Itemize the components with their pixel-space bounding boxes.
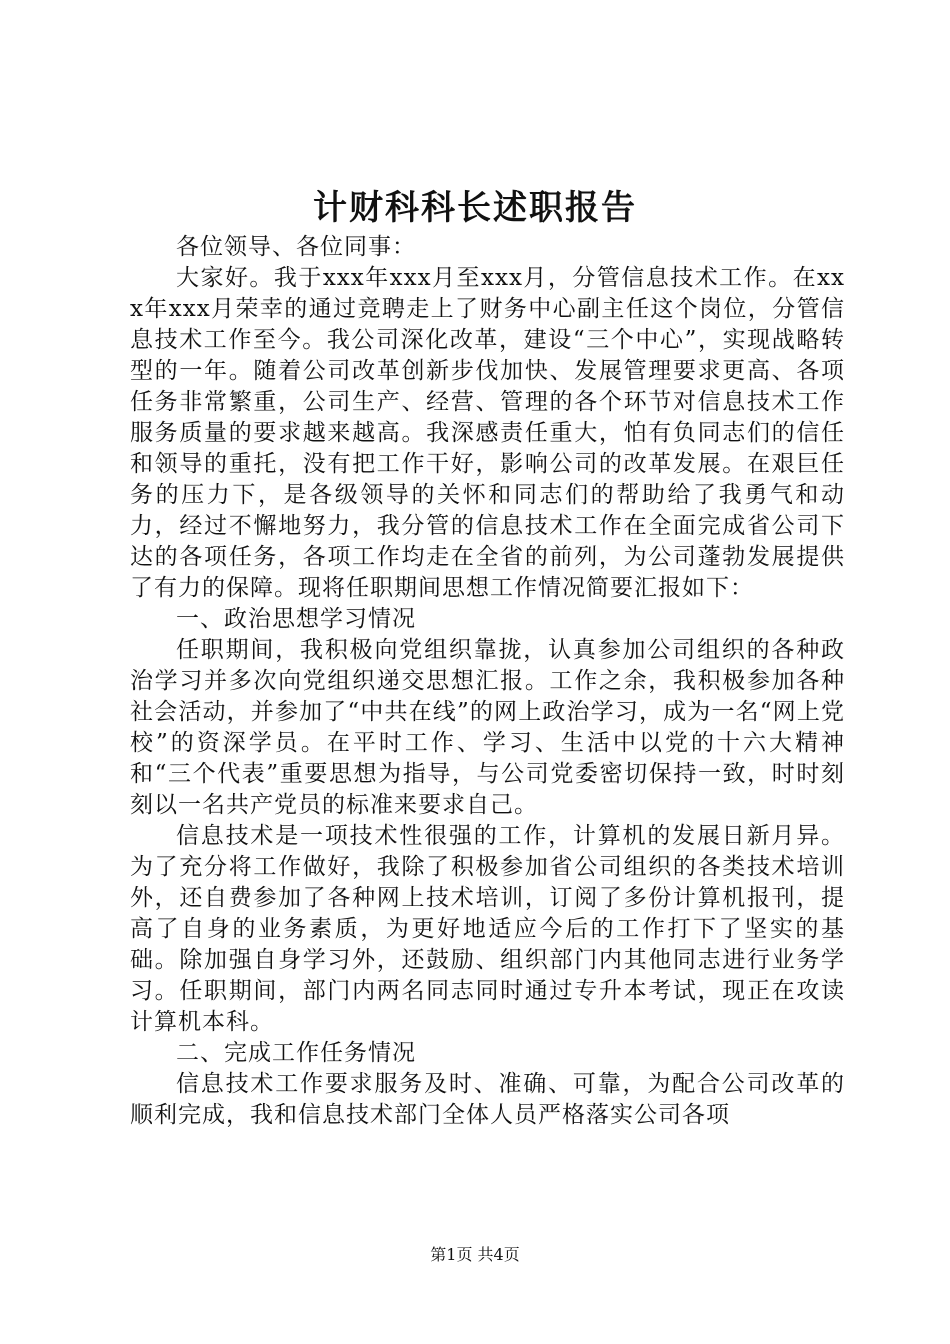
document-body xyxy=(130,232,845,1131)
page-footer: 第1页 共4页 xyxy=(430,1245,520,1264)
section-heading-2: 二、完成工作任务情况 xyxy=(176,1040,416,1066)
document-title: 计财科科长述职报告 xyxy=(313,188,637,228)
section1-paragraph: 任职期间，我积极向党组织靠拢，认真参加公司组织的各种政治学习并多次向党组织递交思想汇报。工作之余，我积极参加各种社会活动，并参加了“中共在线”的网上政治学习，成为一名“网上党校”的资深学员。在平时工作、学习、生活中以党的十六大精神和“三个代表”重要思想为指导，与公司党委密切保持一致，时时刻刻以一名共产党员的标准来要求自己。 xyxy=(130,637,845,818)
intro-paragraph: 大家好。我于xxx年xxx月至xxx月，分管信息技术工作。在xxx年xxx月荣幸的通过竞聘走上了财务中心副主任这个岗位，分管信息技术工作至今。我公司深化改革，建设“三个中心”，实现战略转型的一年。随着公司改革创新步伐加快、发展管理要求更高、各项任务非常繁重，公司生产、经营、管理的各个环节对信息技术工作服务质量的要求越来越高。我深感责任重大，怕有负同志们的信任和领导的重托，没有把工作干好，影响公司的改革发展。在艰巨任务的压力下，是各级领导的关怀和同志们的帮助给了我勇气和动力，经过不懈地努力，我分管的信息技术工作在全面完成省公司下达的各项任务，各项工作均走在全省的前列，为公司蓬勃发展提供了有力的保障。现将任职期间思想工作情况简要汇报如下： xyxy=(130,265,845,601)
salutation: 各位领导、各位同事： xyxy=(176,234,416,260)
section2-paragraph: 信息技术工作要求服务及时、准确、可靠，为配合公司改革的顺利完成，我和信息技术部门全体人员严格落实公司各项 xyxy=(130,1071,845,1128)
section-heading-1: 一、政治思想学习情况 xyxy=(176,606,416,632)
section1-paragraph: 信息技术是一项技术性很强的工作，计算机的发展日新月异。为了充分将工作做好，我除了积极参加省公司组织的各类技术培训外，还自费参加了各种网上技术培训，订阅了多份计算机报刊，提高了自身的业务素质，为更好地适应今后的工作打下了坚实的基础。除加强自身学习外，还鼓励、组织部门内其他同志进行业务学习。任职期间，部门内两名同志同时通过专升本考试，现正在攻读计算机本科。 xyxy=(130,823,845,1035)
